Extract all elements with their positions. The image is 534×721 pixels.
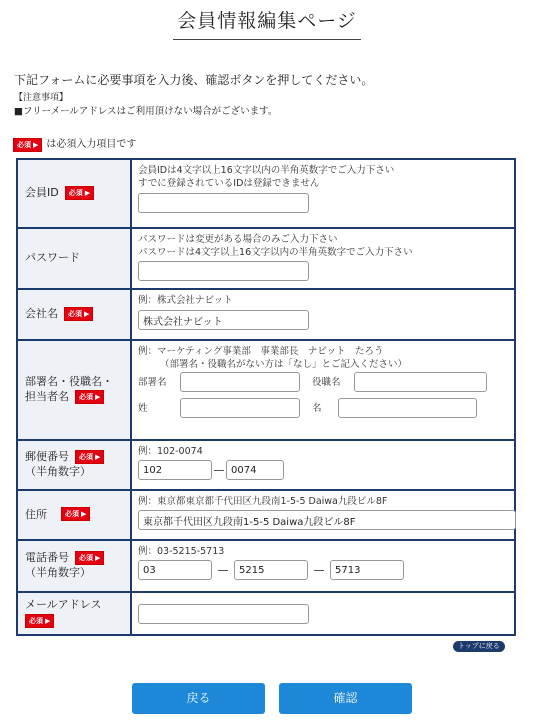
person-row-2 [138, 398, 508, 418]
required-badge-text: 必須 [17, 141, 31, 149]
triangle-right-icon: ▶ [84, 188, 91, 197]
surname-input[interactable] [180, 398, 300, 418]
phone-1-input[interactable] [138, 560, 212, 580]
person-label-line-2 [25, 389, 126, 404]
required-badge [75, 551, 104, 565]
notice-line: ■フリーメールアドレスはご利用頂けない場合がございます。 [14, 106, 278, 117]
field-cell-password [131, 228, 515, 289]
page-title-wrap [0, 6, 534, 40]
label-cell-email [17, 592, 131, 635]
phone-example: 例：03-5215-5713 [138, 546, 225, 557]
field-cell-person [131, 340, 515, 440]
row-person [17, 340, 515, 440]
job-title-input[interactable] [354, 372, 487, 392]
label-cell-address [17, 490, 131, 540]
triangle-right-icon: ▶ [95, 553, 101, 562]
company-label: 会社名 [25, 307, 58, 320]
required-badge [75, 390, 104, 404]
row-phone [17, 540, 515, 592]
label-cell-person [17, 340, 131, 440]
required-badge-text: 必須 [79, 392, 93, 401]
required-badge-text: 必須 [79, 452, 93, 461]
triangle-right-icon: ▶ [84, 309, 90, 318]
given-name-label: 名 [312, 402, 322, 414]
row-member-id [17, 159, 515, 228]
phone-3-input[interactable] [330, 560, 404, 580]
label-cell-phone [17, 540, 131, 592]
person-row-1 [138, 372, 508, 392]
row-company [17, 289, 515, 340]
required-badge [65, 186, 94, 200]
phone-label-wrap [25, 541, 126, 589]
postal-label-line-1 [25, 449, 126, 464]
phone-label-sub: （半角数字） [25, 566, 91, 579]
notice-heading: 【注意事項】 [14, 93, 69, 103]
email-input[interactable] [138, 604, 309, 624]
label-cell-postal [17, 440, 131, 490]
postal-example: 例：102-0074 [138, 446, 203, 457]
postal-code-2-input[interactable] [226, 460, 284, 480]
password-hint-1: パスワードは変更がある場合のみご入力下さい [138, 234, 338, 245]
postal-inputs [138, 460, 508, 480]
required-badge-text: 必須 [68, 309, 82, 318]
person-label-2: 担当者名 [25, 390, 69, 403]
confirm-button[interactable]: 確認 [279, 683, 412, 714]
required-badge-text: 必須 [79, 553, 93, 562]
back-to-top-button[interactable]: トップに戻る [453, 641, 505, 652]
member-form-table [16, 158, 516, 636]
phone-label-line-1 [25, 550, 126, 565]
triangle-right-icon: ▶ [81, 510, 87, 518]
field-cell-phone [131, 540, 515, 592]
triangle-right-icon: ▶ [95, 392, 101, 401]
field-cell-email [131, 592, 515, 635]
person-example: 例：マーケティング事業部 事業部長 ナビット たろう [138, 346, 384, 357]
email-label: メールアドレス [25, 598, 102, 611]
member-id-input[interactable] [138, 193, 309, 213]
row-postal [17, 440, 515, 490]
back-button[interactable]: 戻る [132, 683, 265, 714]
title-label: 役職名 [312, 376, 341, 388]
required-badge [75, 450, 104, 464]
dash-separator [218, 570, 228, 571]
company-example: 例：株式会社ナビット [138, 295, 233, 306]
email-label-wrap [25, 593, 126, 632]
field-cell-company [131, 289, 515, 340]
postal-label-sub: （半角数字） [25, 465, 91, 478]
required-badge-text: 必須 [68, 188, 83, 197]
label-cell-member-id [17, 159, 131, 228]
required-legend-text: は必須入力項目です [46, 139, 137, 150]
password-hint-2: パスワードは4文字以上16文字以内の半角英数字でご入力下さい [138, 247, 413, 258]
required-badge [61, 507, 90, 521]
postal-code-1-input[interactable] [138, 460, 212, 480]
required-badge-text: 必須 [65, 510, 79, 518]
phone-label: 電話番号 [25, 551, 69, 564]
postal-label-wrap [25, 441, 126, 487]
dept-label: 部署名 [138, 376, 167, 388]
row-email [17, 592, 515, 635]
password-label: パスワード [25, 251, 80, 264]
person-label-1: 部署名・役職名・ [25, 375, 113, 388]
person-label-wrap [25, 341, 126, 437]
label-cell-company [17, 289, 131, 340]
required-badge [64, 307, 93, 321]
field-cell-postal [131, 440, 515, 490]
triangle-right-icon: ▶ [45, 617, 51, 625]
company-input[interactable] [138, 310, 309, 330]
triangle-right-icon: ▶ [95, 452, 101, 461]
given-name-input[interactable] [338, 398, 477, 418]
address-input[interactable] [138, 510, 516, 530]
label-cell-password [17, 228, 131, 289]
dept-input[interactable] [180, 372, 300, 392]
phone-inputs [138, 560, 508, 580]
triangle-right-icon: ▶ [33, 141, 39, 149]
field-cell-address [131, 490, 515, 540]
field-cell-member-id [131, 159, 515, 228]
intro-text: 下記フォームに必要事項を入力後、確認ボタンを押してください。 [14, 73, 374, 87]
password-input[interactable] [138, 261, 309, 281]
required-badge [13, 138, 42, 152]
member-id-hint-1: 会員IDは4文字以上16文字以内の半角英数字でご入力下さい [138, 165, 395, 176]
person-example-2: （部署名・役職名がない方は「なし」とご記入ください） [160, 359, 408, 370]
member-id-label: 会員ID [25, 186, 59, 199]
postal-label: 郵便番号 [25, 450, 69, 463]
member-id-hint-2: すでに登録されているIDは登録できません [138, 178, 320, 189]
row-address [17, 490, 515, 540]
dash-separator [214, 470, 224, 471]
required-legend [13, 138, 136, 152]
dash-separator [314, 570, 324, 571]
surname-label: 姓 [138, 402, 148, 414]
page-title: 会員情報編集ページ [173, 6, 361, 40]
required-badge [25, 614, 54, 628]
row-password [17, 228, 515, 289]
phone-2-input[interactable] [234, 560, 308, 580]
required-badge-text: 必須 [29, 617, 43, 625]
address-label: 住所 [25, 507, 47, 521]
address-example: 例：東京都東京都千代田区九段南1-5-5 Daiwa九段ビル8F [138, 496, 388, 507]
